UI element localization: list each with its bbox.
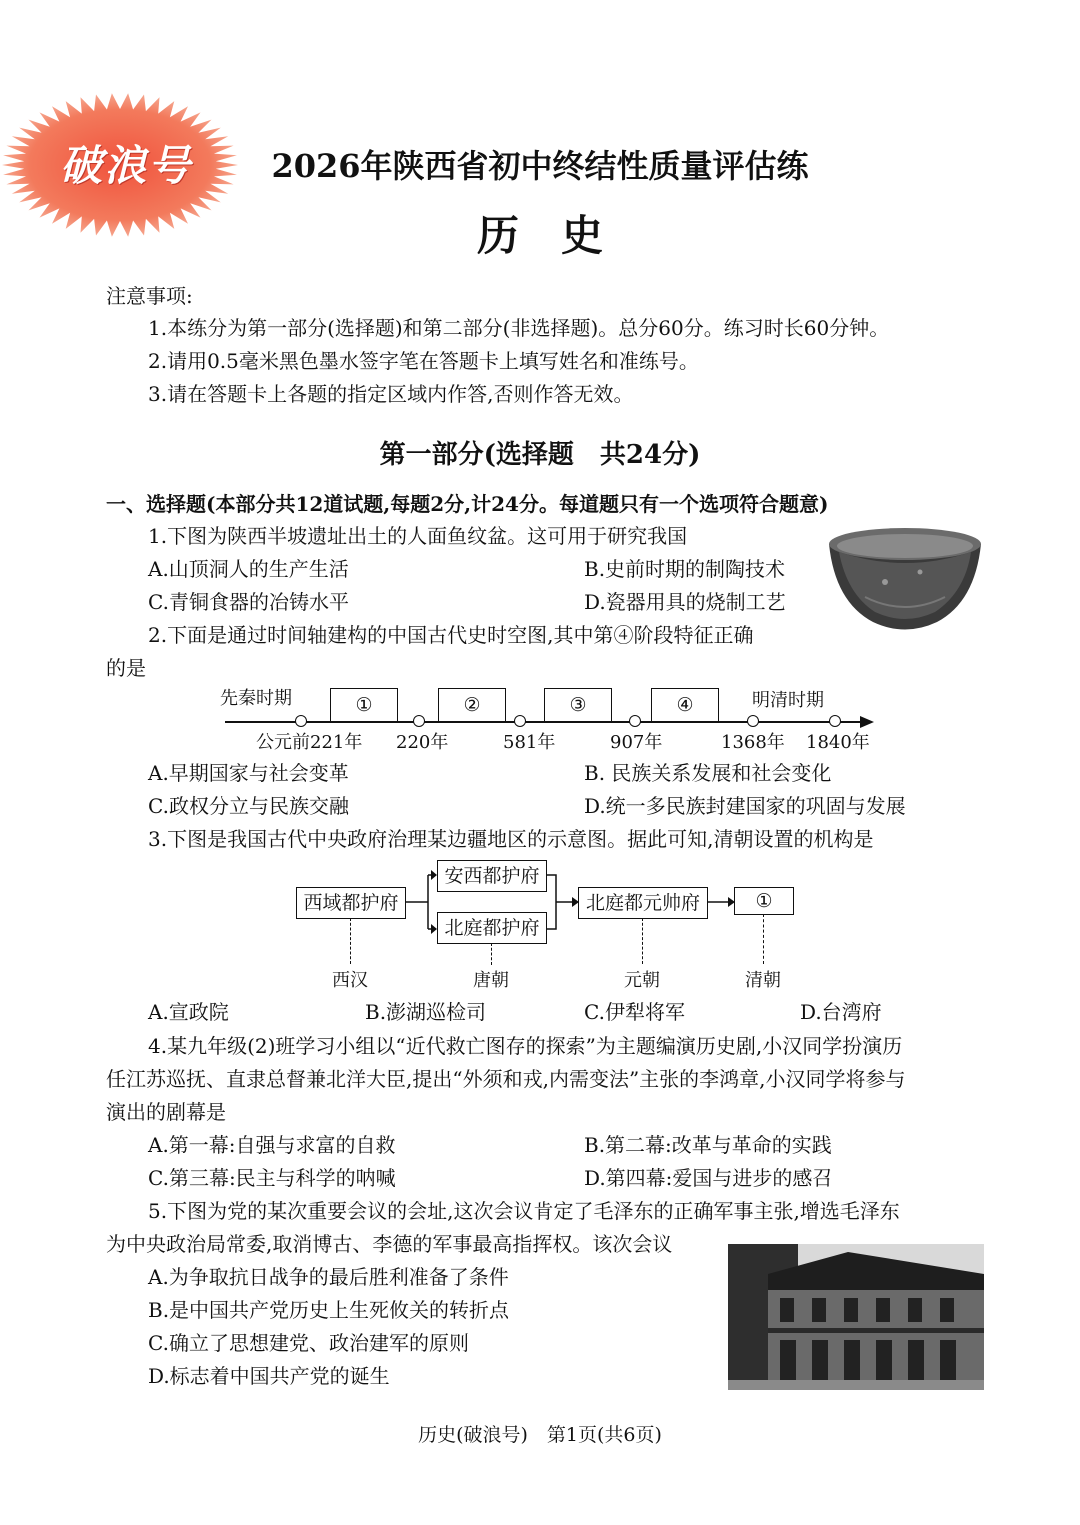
timeline-node	[829, 715, 841, 727]
timeline-date: 220年	[396, 732, 449, 753]
notice-label: 注意事项:	[106, 284, 193, 308]
section-heading: 一、选择题(本部分共12道试题,每题2分,计24分。每道题只有一个选项符合题意)	[106, 492, 829, 516]
era-connector	[491, 943, 492, 965]
box-unknown: ①	[734, 887, 794, 915]
q4-stem-line1: 4.某九年级(2)班学习小组以“近代救亡图存的探索”为主题编演历史剧,小汉同学扮演历	[148, 1034, 903, 1058]
timeline-arrow-icon	[860, 716, 874, 728]
q5-option-c: C.确立了思想建党、政治建军的原则	[148, 1331, 469, 1355]
q4-option-b: B.第二幕:改革与革命的实践	[584, 1133, 832, 1157]
notice-item-2: 2.请用0.5毫米黑色墨水签字笔在答题卡上填写姓名和准练号。	[148, 349, 699, 373]
timeline-date: 公元前221年	[256, 732, 363, 753]
timeline-node	[413, 715, 425, 727]
q3-option-d: D.台湾府	[800, 1000, 882, 1024]
q2-option-a: A.早期国家与社会变革	[148, 761, 349, 785]
era-label: 元朝	[624, 970, 660, 991]
q1-option-d: D.瓷器用具的烧制工艺	[584, 590, 786, 614]
q3-stem: 3.下图是我国古代中央政府治理某边疆地区的示意图。据此可知,清朝设置的机构是	[148, 827, 874, 851]
timeline-date: 907年	[610, 732, 663, 753]
era-label: 西汉	[332, 970, 368, 991]
q3-option-c: C.伊犁将军	[584, 1000, 685, 1024]
era-label: 清朝	[745, 970, 781, 991]
q1-option-c: C.青铜食器的冶铸水平	[148, 590, 349, 614]
q2-option-d: D.统一多民族封建国家的巩固与发展	[584, 794, 906, 818]
q5-option-d: D.标志着中国共产党的诞生	[148, 1364, 390, 1388]
box-anxi: 安西都护府	[437, 860, 547, 892]
timeline-label-ming-qing: 明清时期	[752, 690, 824, 711]
q1-stem: 1.下图为陕西半坡遗址出土的人面鱼纹盆。这可用于研究我国	[148, 524, 688, 548]
timeline-node	[514, 715, 526, 727]
q5-option-a: A.为争取抗日战争的最后胜利准备了条件	[148, 1265, 509, 1289]
timeline-node	[629, 715, 641, 727]
q2-stem-line1: 2.下面是通过时间轴建构的中国古代史时空图,其中第④阶段特征正确	[148, 623, 754, 647]
notice-item-1: 1.本练分为第一部分(选择题)和第二部分(非选择题)。总分60分。练习时长60分钟。	[148, 316, 890, 340]
q4-option-a: A.第一幕:自强与求富的自救	[148, 1133, 396, 1157]
notice-item-3: 3.请在答题卡上各题的指定区域内作答,否则作答无效。	[148, 382, 634, 406]
pottery-basin-image	[825, 522, 985, 637]
q1-option-a: A.山顶洞人的生产生活	[148, 557, 349, 581]
timeline-node	[747, 715, 759, 727]
meeting-site-photo	[728, 1244, 984, 1390]
q3-option-b: B.澎湖巡检司	[365, 1000, 487, 1024]
era-connector	[642, 918, 643, 964]
q2-option-b: B. 民族关系发展和社会变化	[584, 761, 832, 785]
timeline-box-1: ①	[330, 688, 398, 722]
timeline-box-2: ②	[438, 688, 506, 722]
q5-stem-line2: 为中央政治局常委,取消博古、李德的军事最高指挥权。该次会议	[106, 1232, 673, 1256]
q4-option-c: C.第三幕:民主与科学的呐喊	[148, 1166, 396, 1190]
q2-timeline	[0, 680, 1080, 760]
timeline-box-4: ④	[651, 688, 719, 722]
q2-stem-line2: 的是	[106, 656, 146, 680]
timeline-date: 1840年	[806, 732, 870, 753]
q5-stem-line1: 5.下图为党的某次重要会议的会址,这次会议肯定了毛泽东的正确军事主张,增选毛泽东	[148, 1199, 900, 1223]
page-footer: 历史(破浪号) 第1页(共6页)	[418, 1424, 662, 1446]
q3-option-a: A.宣政院	[148, 1000, 229, 1024]
timeline-date: 581年	[503, 732, 556, 753]
q5-option-b: B.是中国共产党历史上生死攸关的转折点	[148, 1298, 510, 1322]
q1-option-b: B.史前时期的制陶技术	[584, 557, 786, 581]
q4-stem-line3: 演出的剧幕是	[106, 1100, 226, 1124]
stamp-label: 破浪号	[60, 141, 193, 190]
timeline-box-3: ③	[544, 688, 612, 722]
exam-title: 2026年陕西省初中终结性质量评估练	[271, 147, 809, 185]
era-connector	[763, 914, 764, 964]
q2-option-c: C.政权分立与民族交融	[148, 794, 349, 818]
era-connector	[350, 918, 351, 964]
q4-stem-line2: 任江苏巡抚、直隶总督兼北洋大臣,提出“外须和戎,内需变法”主张的李鸿章,小汉同学将参与	[106, 1067, 906, 1091]
timeline-node	[295, 715, 307, 727]
q3-diagram	[0, 855, 1080, 995]
box-beiting-yuan: 北庭都元帅府	[578, 887, 708, 919]
subject-title: 历 史	[476, 211, 603, 260]
part1-title: 第一部分(选择题 共24分)	[379, 440, 701, 470]
box-xiyu: 西域都护府	[296, 887, 406, 919]
box-beiting: 北庭都护府	[437, 912, 547, 944]
diagram-connectors	[0, 855, 1080, 995]
timeline-date: 1368年	[721, 732, 785, 753]
timeline-label-pre-qin: 先秦时期	[220, 688, 292, 709]
era-label: 唐朝	[473, 970, 509, 991]
q4-option-d: D.第四幕:爱国与进步的感召	[584, 1166, 833, 1190]
